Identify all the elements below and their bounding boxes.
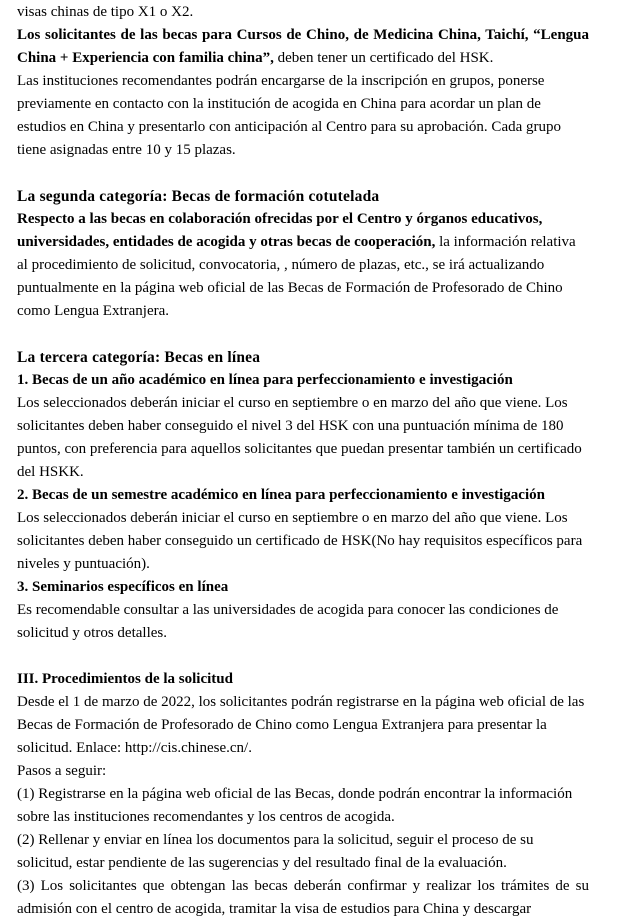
online-item-1-title: 1. Becas de un año académico en línea para perfeccionamiento e investigación xyxy=(17,372,513,388)
intro-line: visas chinas de tipo X1 o X2. xyxy=(17,4,194,20)
spacer xyxy=(17,645,589,668)
step-2: (2) Rellenar y enviar en línea los documentos para la solicitud, seguir el proceso de su solicitud, estar pendiente de las sugerencias y del resultado final de la evaluación. xyxy=(17,832,534,871)
category-3-heading: La tercera categoría: Becas en línea xyxy=(17,349,261,366)
category-2-body: la información relativa al procedimiento de solicitud, convocatoria, , número de plazas, etc., se irá actualizando puntualmente en la página web oficial de las Becas de Formación de Profesorado de Chino como Lengua Extranjera. xyxy=(17,234,576,319)
group-registration-paragraph: Las instituciones recomendantes podrán encargarse de la inscripción en grupos, ponerse previamente en contacto con la institución de acogida en China para acordar un plan de estudios en China y presentarlo con anticipación al Centro para su aprobación. Cada grupo tiene asignadas entre 10 y 15 plazas. xyxy=(17,73,561,158)
category-2-lead: Respecto a las becas en colaboración ofrecidas por el Centro y órganos educativos, universidades, entidades de acogida y otras becas de cooperación, xyxy=(17,211,543,250)
spacer xyxy=(17,162,589,185)
document-page xyxy=(17,1,589,921)
step-3: (3) Los solicitantes que obtengan las becas deberán confirmar y realizar los trámites de su admisión con el centro de acogida, tramitar la visa de estudios para China y descargar xyxy=(17,878,589,917)
online-item-1-body: Los seleccionados deberán iniciar el curso en septiembre o en marzo del año que viene. Los solicitantes deben haber conseguido el nivel 3 del HSK con una puntuación mínima de 180 puntos, con preferencia para aquellos solicitantes que puedan presentar también un certificado del HSKK. xyxy=(17,395,582,480)
online-item-3-title: 3. Seminarios específicos en línea xyxy=(17,579,229,595)
steps-label: Pasos a seguir: xyxy=(17,763,107,779)
step-1: (1) Registrarse en la página web oficial de las Becas, donde podrán encontrar la información sobre las instituciones recomendantes y los centros de acogida. xyxy=(17,786,573,825)
category-2-paragraph xyxy=(17,208,589,323)
hsk-requirement-paragraph xyxy=(17,24,589,70)
category-2-heading: La segunda categoría: Becas de formación cotutelada xyxy=(17,188,380,205)
spacer xyxy=(17,323,589,346)
online-item-3-body: Es recomendable consultar a las universidades de acogida para conocer las condiciones de solicitud y otros detalles. xyxy=(17,602,559,641)
section-3-heading: III. Procedimientos de la solicitud xyxy=(17,671,233,687)
hsk-requirement-bold: Los solicitantes de las becas para Cursos de Chino, de Medicina China, Taichí, “Lengua China + Experiencia con familia china”, xyxy=(17,27,589,66)
section-3-intro: Desde el 1 de marzo de 2022, los solicitantes podrán registrarse en la página web oficial de las Becas de Formación de Profesorado de Chino como Lengua Extranjera para presentar la solicitud. Enlace: http://cis.chinese.cn/. xyxy=(17,694,585,756)
hsk-requirement-rest: deben tener un certificado del HSK. xyxy=(273,50,494,66)
online-item-2-body: Los seleccionados deberán iniciar el curso en septiembre o en marzo del año que viene. Los solicitantes deben haber conseguido un certificado de HSK(No hay requisitos específicos para niveles y puntuación). xyxy=(17,510,583,572)
online-item-2-title: 2. Becas de un semestre académico en línea para perfeccionamiento e investigación xyxy=(17,487,545,503)
